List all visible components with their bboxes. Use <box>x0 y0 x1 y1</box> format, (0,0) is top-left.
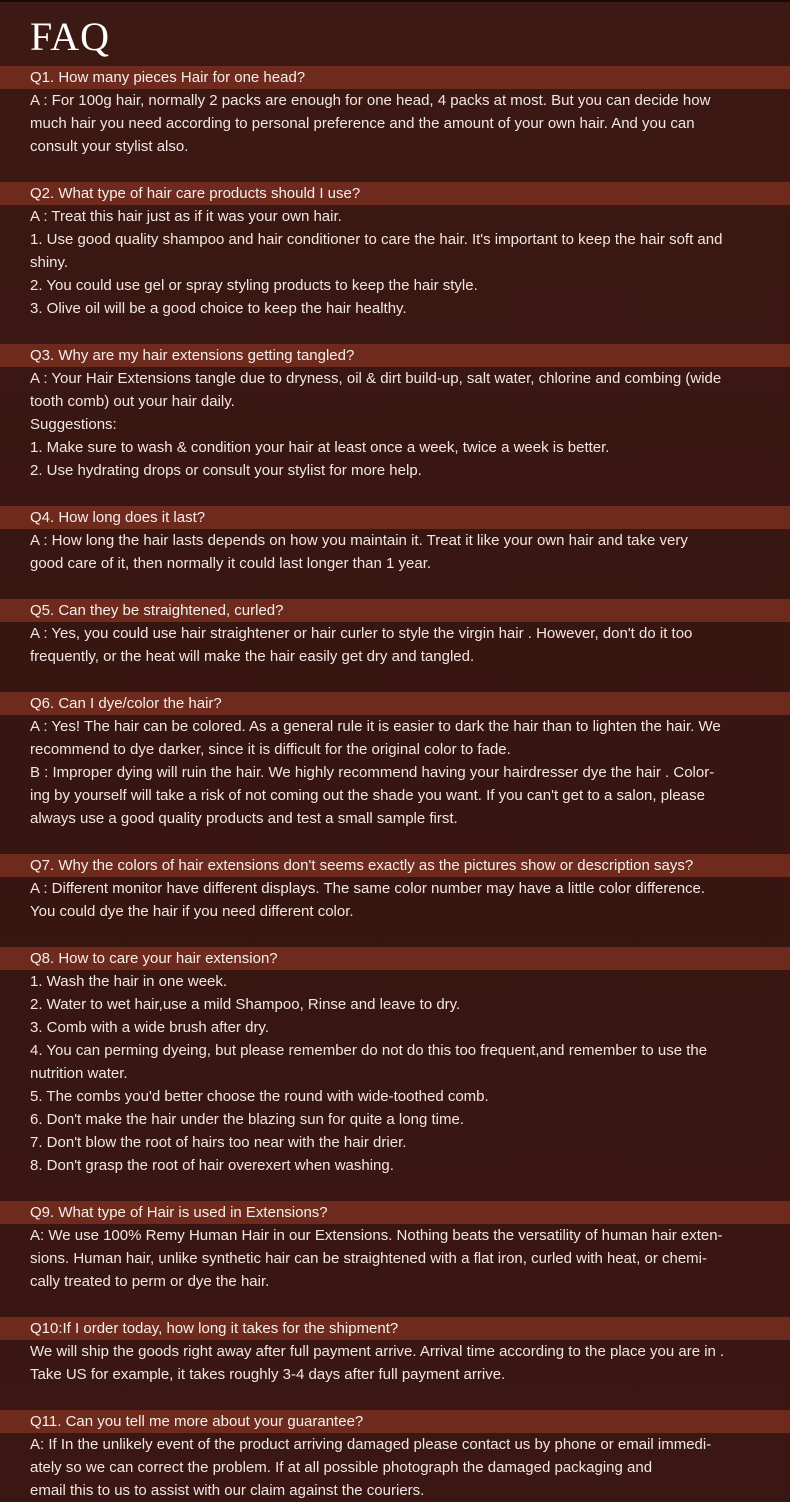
faq-answer <box>0 1224 790 1293</box>
faq-answer-line: 1. Make sure to wash & condition your hair at least once a week, twice a week is better. <box>30 439 610 456</box>
faq-question: Q1. How many pieces Hair for one head? <box>0 66 790 89</box>
faq-answer <box>0 622 790 668</box>
faq-answer-line: A : Yes! The hair can be colored. As a general rule it is easier to dark the hair than to lighten the hair. We <box>30 718 721 735</box>
page-title: FAQ <box>30 14 111 59</box>
faq-question: Q9. What type of Hair is used in Extensions? <box>0 1201 790 1224</box>
faq-answer-line: 6. Don't make the hair under the blazing sun for quite a long time. <box>30 1111 464 1128</box>
faq-question: Q2. What type of hair care products should I use? <box>0 182 790 205</box>
faq-answer-line: consult your stylist also. <box>30 138 189 155</box>
faq-answer <box>0 1433 790 1502</box>
faq-answer-line: nutrition water. <box>30 1065 128 1082</box>
faq-answer-line: shiny. <box>30 254 69 271</box>
faq-answer-line: You could dye the hair if you need different color. <box>30 903 354 920</box>
faq-answer-line: tooth comb) out your hair daily. <box>30 393 235 410</box>
faq-item <box>0 854 790 923</box>
faq-item <box>0 692 790 830</box>
faq-answer-line: 2. You could use gel or spray styling products to keep the hair style. <box>30 277 478 294</box>
faq-answer-line: ing by yourself will take a risk of not coming out the shade you want. If you can't get to a salon, please <box>30 787 705 804</box>
faq-answer-line: 8. Don't grasp the root of hair overexert when washing. <box>30 1157 394 1174</box>
faq-answer-line: much hair you need according to personal preference and the amount of your own hair. And you can <box>30 115 695 132</box>
faq-answer-line: A : How long the hair lasts depends on how you maintain it. Treat it like your own hair and take very <box>30 532 688 549</box>
faq-item <box>0 182 790 320</box>
faq-answer <box>0 529 790 575</box>
faq-item <box>0 344 790 482</box>
faq-answer-line: A : Your Hair Extensions tangle due to dryness, oil & dirt build-up, salt water, chlorine and combing (wide <box>30 370 722 387</box>
faq-question: Q11. Can you tell me more about your guarantee? <box>0 1410 790 1433</box>
faq-answer <box>0 1340 790 1386</box>
faq-question: Q3. Why are my hair extensions getting tangled? <box>0 344 790 367</box>
faq-answer-line: 2. Use hydrating drops or consult your stylist for more help. <box>30 462 422 479</box>
faq-answer-line: recommend to dye darker, since it is difficult for the original color to fade. <box>30 741 511 758</box>
faq-answer-line: 2. Water to wet hair,use a mild Shampoo, Rinse and leave to dry. <box>30 996 461 1013</box>
faq-item <box>0 599 790 668</box>
faq-question: Q8. How to care your hair extension? <box>0 947 790 970</box>
faq-answer-line: A: We use 100% Remy Human Hair in our Extensions. Nothing beats the versatility of human hair exten- <box>30 1227 723 1244</box>
faq-item <box>0 947 790 1177</box>
faq-item <box>0 1201 790 1293</box>
faq-answer-line: 1. Use good quality shampoo and hair conditioner to care the hair. It's important to keep the hair soft and <box>30 231 723 248</box>
faq-answer-line: cally treated to perm or dye the hair. <box>30 1273 270 1290</box>
faq-question: Q6. Can I dye/color the hair? <box>0 692 790 715</box>
faq-answer <box>0 89 790 158</box>
faq-answer <box>0 205 790 320</box>
faq-item <box>0 506 790 575</box>
faq-question: Q7. Why the colors of hair extensions don't seems exactly as the pictures show or description says? <box>0 854 790 877</box>
faq-question: Q4. How long does it last? <box>0 506 790 529</box>
faq-answer-line: email this to us to assist with our claim against the couriers. <box>30 1482 425 1499</box>
faq-answer <box>0 367 790 482</box>
faq-answer <box>0 970 790 1177</box>
faq-question: Q5. Can they be straightened, curled? <box>0 599 790 622</box>
faq-item <box>0 1317 790 1386</box>
faq-question: Q10:If I order today, how long it takes for the shipment? <box>0 1317 790 1340</box>
faq-answer-line: 3. Olive oil will be a good choice to keep the hair healthy. <box>30 300 407 317</box>
faq-answer <box>0 877 790 923</box>
faq-answer-line: 4. You can perming dyeing, but please remember do not do this too frequent,and remember to use the <box>30 1042 708 1059</box>
faq-answer-line: We will ship the goods right away after full payment arrive. Arrival time according to the place you are in . <box>30 1343 725 1360</box>
faq-item <box>0 66 790 158</box>
faq-answer-line: 7. Don't blow the root of hairs too near with the hair drier. <box>30 1134 407 1151</box>
faq-answer-line: 5. The combs you'd better choose the round with wide-toothed comb. <box>30 1088 489 1105</box>
faq-answer-line: B : Improper dying will ruin the hair. We highly recommend having your hairdresser dye the hair . Color- <box>30 764 715 781</box>
faq-answer-line: A : Treat this hair just as if it was your own hair. <box>30 208 342 225</box>
faq-answer-line: always use a good quality products and test a small sample first. <box>30 810 458 827</box>
faq-answer-line: A : Yes, you could use hair straightener or hair curler to style the virgin hair . However, don't do it too <box>30 625 693 642</box>
faq-answer-line: ately so we can correct the problem. If at all possible photograph the damaged packaging and <box>30 1459 653 1476</box>
faq-answer-line: good care of it, then normally it could last longer than 1 year. <box>30 555 432 572</box>
faq-answer-line: Take US for example, it takes roughly 3-4 days after full payment arrive. <box>30 1366 506 1383</box>
faq-answer-line: frequently, or the heat will make the hair easily get dry and tangled. <box>30 648 475 665</box>
faq-answer <box>0 715 790 830</box>
faq-answer-line: A : Different monitor have different displays. The same color number may have a little color difference. <box>30 880 706 897</box>
faq-answer-line: 1. Wash the hair in one week. <box>30 973 228 990</box>
faq-answer-line: Suggestions: <box>30 416 117 433</box>
faq-answer-line: A : For 100g hair, normally 2 packs are enough for one head, 4 packs at most. But you can decide how <box>30 92 711 109</box>
faq-item <box>0 1410 790 1502</box>
faq-answer-line: sions. Human hair, unlike synthetic hair can be straightened with a flat iron, curled with heat, or chemi- <box>30 1250 708 1267</box>
faq-answer-line: 3. Comb with a wide brush after dry. <box>30 1019 269 1036</box>
faq-answer-line: A: If In the unlikely event of the product arriving damaged please contact us by phone or email immedi- <box>30 1436 712 1453</box>
faq-list <box>0 66 790 1502</box>
